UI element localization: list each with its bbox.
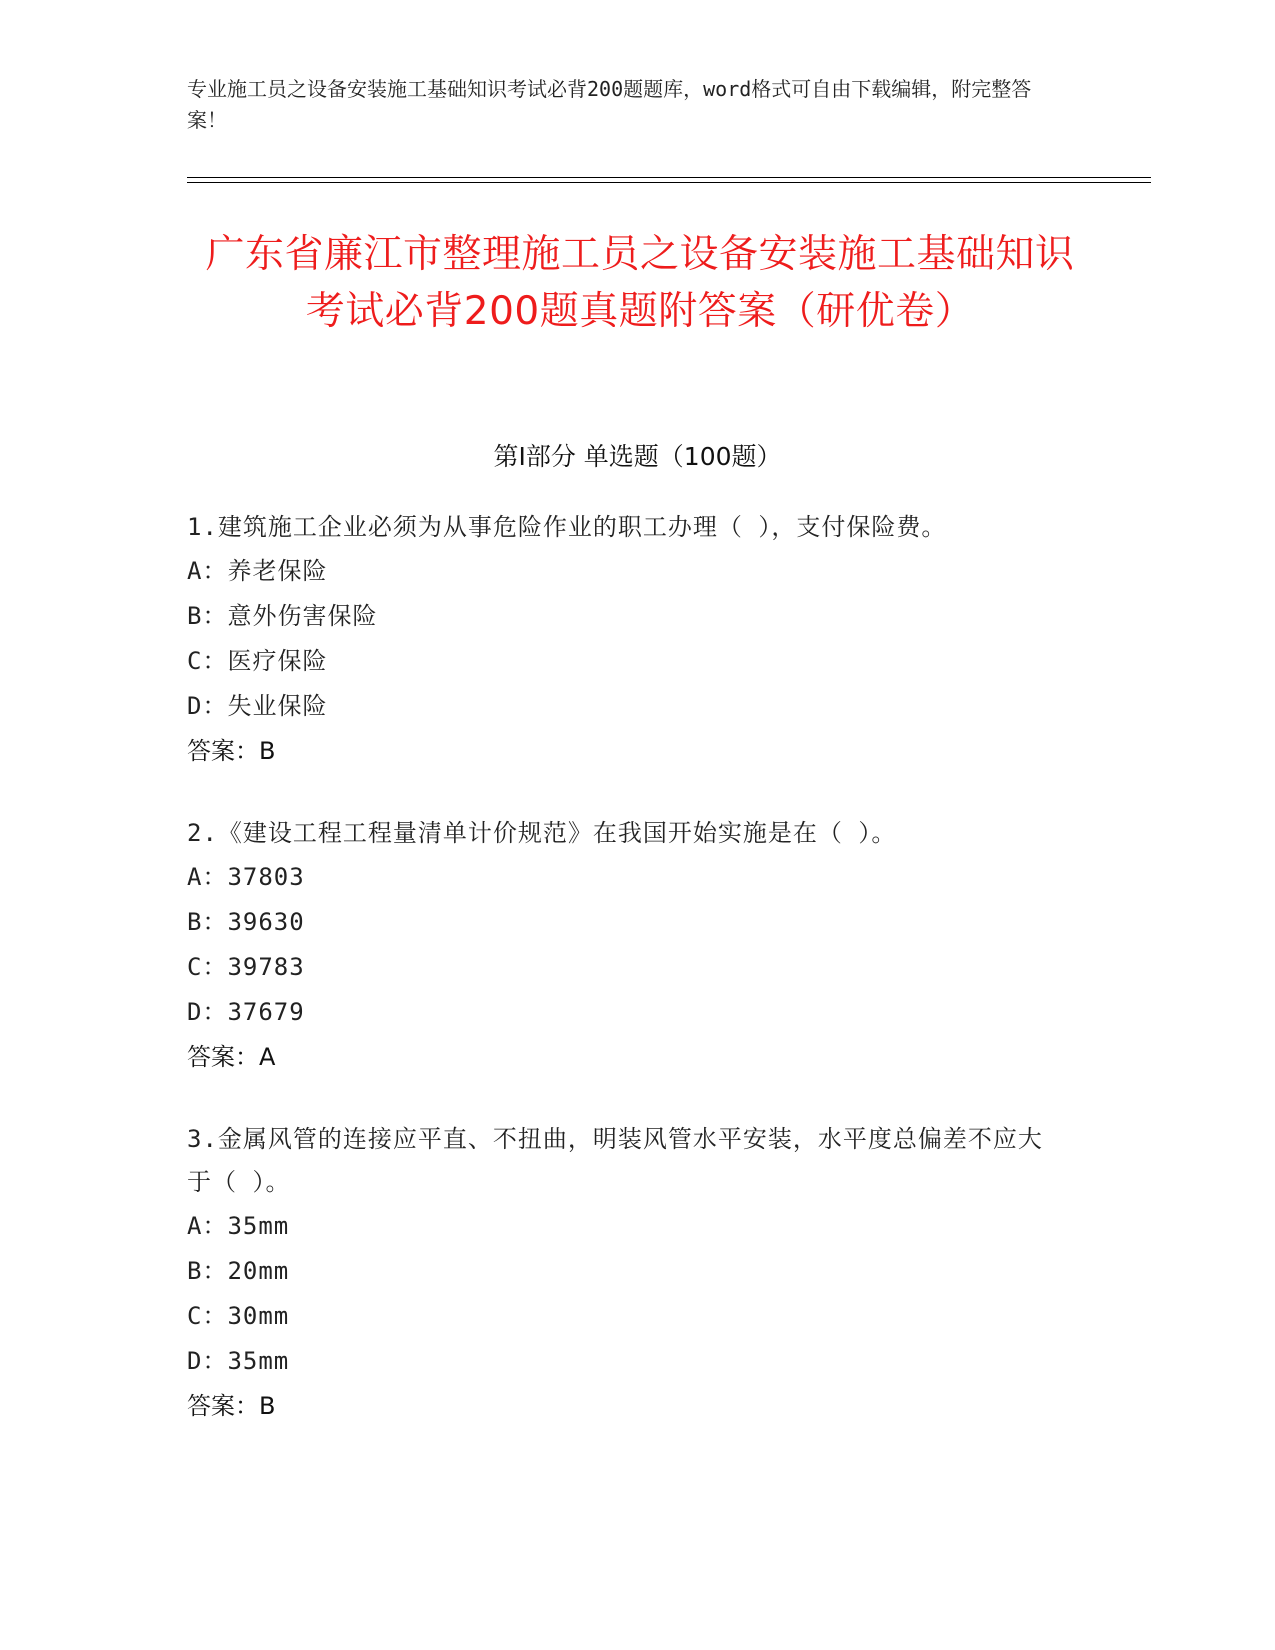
answer-label: 答案：A bbox=[187, 1043, 276, 1071]
option-d: D：37679 bbox=[187, 998, 305, 1026]
option-c: C：39783 bbox=[187, 953, 305, 981]
header-note: 专业施工员之设备安装施工基础知识考试必背200题题库，word格式可自由下载编辑，附完整答案！ bbox=[187, 77, 1032, 132]
question-2 bbox=[187, 812, 1067, 1080]
question-stem: 1.建筑施工企业必须为从事危险作业的职工办理（ ），支付保险费。 bbox=[187, 513, 947, 541]
section-heading: 第Ⅰ部分 单选题（100题） bbox=[493, 442, 782, 471]
option-d: D：35mm bbox=[187, 1347, 290, 1375]
document-title: 广东省廉江市整理施工员之设备安装施工基础知识考试必背200题真题附答案（研优卷） bbox=[205, 232, 1075, 334]
option-b: B：20mm bbox=[187, 1257, 290, 1285]
option-a: A：35mm bbox=[187, 1212, 290, 1240]
answer-label: 答案：B bbox=[187, 737, 276, 765]
question-1 bbox=[187, 506, 1067, 774]
question-stem: 2.《建设工程工程量清单计价规范》在我国开始实施是在（ ）。 bbox=[187, 819, 897, 847]
option-d: D：失业保险 bbox=[187, 692, 328, 720]
answer-label: 答案：B bbox=[187, 1392, 276, 1420]
option-c: C：医疗保险 bbox=[187, 647, 328, 675]
option-c: C：30mm bbox=[187, 1302, 290, 1330]
option-a: A：37803 bbox=[187, 863, 305, 891]
header-divider-top bbox=[187, 177, 1151, 178]
option-b: B：39630 bbox=[187, 908, 305, 936]
option-a: A：养老保险 bbox=[187, 557, 328, 585]
question-stem: 3.金属风管的连接应平直、不扭曲，明装风管水平安装，水平度总偏差不应大于（ ）。 bbox=[187, 1125, 1043, 1196]
option-b: B：意外伤害保险 bbox=[187, 602, 378, 630]
question-3 bbox=[187, 1118, 1067, 1429]
header-divider-bottom bbox=[187, 182, 1151, 183]
